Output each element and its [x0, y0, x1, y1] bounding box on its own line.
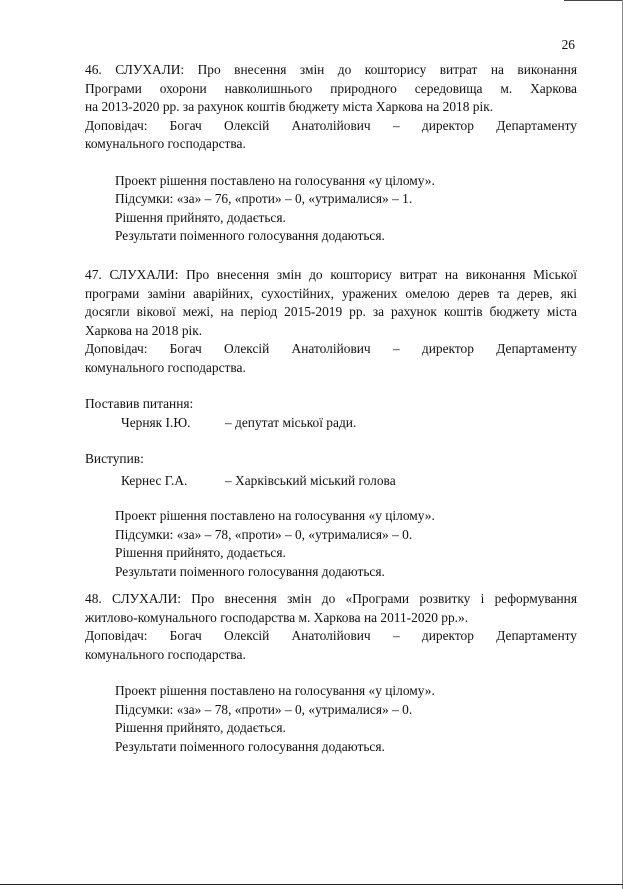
agenda-item-47 [85, 266, 577, 581]
heading-line: Харкова на 2018 рік. [85, 322, 203, 338]
speech-block [85, 450, 577, 490]
speaker-line: Доповідач: Богач Олексій Анатолійович – директор Департаменту [85, 341, 577, 356]
question-block [85, 395, 577, 432]
page-number: 26 [561, 37, 575, 52]
question-person [85, 414, 577, 433]
result-line: Підсумки: «за» – 76, «проти» – 0, «утрималися» – 1. [115, 191, 413, 206]
speech-label: Виступив: [85, 451, 144, 466]
heading-line: досягли вікової межі, на період 2015-2019 рр. за рахунок коштів бюджету міста [85, 304, 577, 319]
person-role: – депутат міської ради. [225, 414, 357, 430]
voting-results [85, 682, 577, 756]
result-line: Результати поіменного голосування додаються. [115, 228, 385, 243]
agenda-item-46 [85, 61, 577, 246]
result-line: Проект рішення поставлено на голосування «у цілому». [115, 683, 435, 698]
result-line: Проект рішення поставлено на голосування «у цілому». [115, 172, 435, 188]
speaker-line: комунального господарства. [85, 136, 246, 151]
bottom-rule [0, 884, 623, 885]
heading-line: 48. СЛУХАЛИ: Про внесення змін до «Програми розвитку і реформування [85, 591, 577, 606]
speaker-line: комунального господарства. [85, 646, 246, 662]
person-name: Черняк І.Ю. [121, 414, 191, 430]
agenda-item-48 [85, 590, 577, 756]
result-line: Результати поіменного голосування додаються. [115, 563, 385, 579]
heading-line: житлово-комунального господарства м. Харкова на 2011-2020 рр.». [85, 609, 469, 625]
heading-line: Програми охорони навколишнього природного середовища м. Харкова [85, 80, 577, 96]
result-line: Підсумки: «за» – 78, «проти» – 0, «утрималися» – 0. [115, 701, 413, 717]
speaker-line: Доповідач: Богач Олексій Анатолійович – директор Департаменту [85, 628, 577, 643]
voting-results [85, 507, 577, 581]
speaker-line: комунального господарства. [85, 359, 246, 375]
result-line: Рішення прийнято, додається. [115, 209, 286, 225]
result-line: Результати поіменного голосування додаються. [115, 738, 385, 754]
result-line: Підсумки: «за» – 78, «проти» – 0, «утрималися» – 0. [115, 526, 413, 542]
result-line: Проект рішення поставлено на голосування «у цілому». [115, 508, 435, 523]
question-label: Поставив питання: [85, 396, 194, 411]
result-line: Рішення прийнято, додається. [115, 545, 286, 560]
person-role: – Харківський міський голова [225, 472, 396, 488]
speaker-line: Доповідач: Богач Олексій Анатолійович – директор Департаменту [85, 117, 577, 133]
heading-line: 46. СЛУХАЛИ: Про внесення змін до кошторису витрат на виконання [85, 62, 577, 77]
result-line: Рішення прийнято, додається. [115, 720, 286, 735]
heading-line: на 2013-2020 рр. за рахунок коштів бюджету міста Харкова на 2018 рік. [85, 99, 494, 114]
heading-line: програми заміни аварійних, сухостійних, уражених омелою дерев та дерев, які [85, 285, 577, 301]
speech-person [85, 472, 577, 491]
top-rule [564, 0, 623, 1]
voting-results [85, 172, 577, 246]
person-name: Кернес Г.А. [121, 472, 188, 488]
heading-line: 47. СЛУХАЛИ: Про внесення змін до кошторису витрат на виконання Міської [85, 267, 577, 282]
